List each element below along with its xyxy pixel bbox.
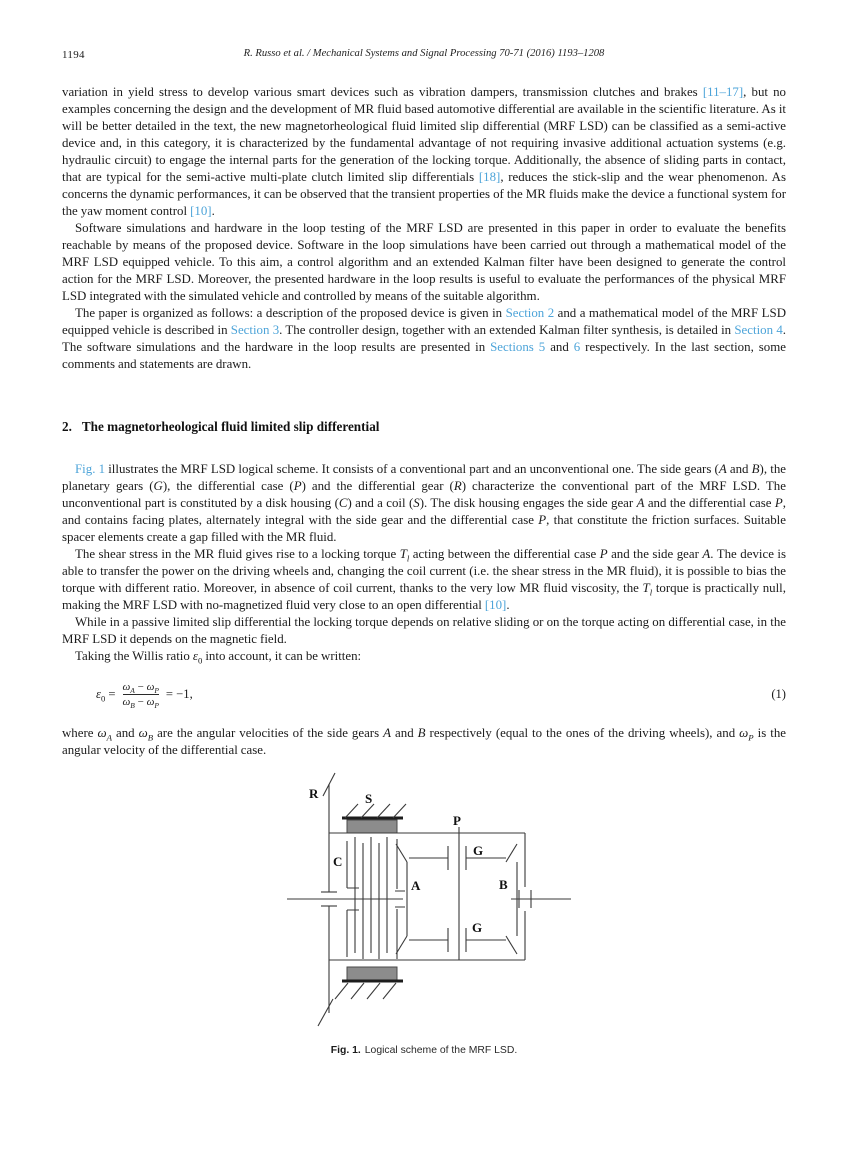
fraction-numerator: $\omega_A - \omega_P$ xyxy=(122,681,159,696)
equation-1 xyxy=(96,680,786,710)
figure-label-G-bottom: G xyxy=(472,919,483,935)
schematic-labels xyxy=(309,786,508,935)
figure-label-C: C xyxy=(333,853,343,869)
section-number: 2. xyxy=(62,419,72,434)
section-paragraph-2: The shear stress in the MR fluid gives rise to a locking torque $T_l$ acting between the differential case P and the side gear A. The device is able to transfer the power on the driving wheels and, changing the coil current (i.e. the shear stress in the MR fluid), it is possible to bias the torque with different ratio. Moreover, in absence of coil current, thanks to the very low MR fluid viscosity, the $T_l$ torque is practically null, making the MRF LSD with no-magnetized fluid very close to an open differential [10]. xyxy=(62,547,787,612)
equation-fraction xyxy=(123,680,159,710)
figure-label-B: B xyxy=(499,876,508,892)
citation-link[interactable]: [10] xyxy=(190,204,212,218)
section-paragraph-3: While in a passive limited slip differential the locking torque depends on relative sliding or on the torque acting on differential case, in the MRF LSD it depends on the magnetic field. xyxy=(62,615,786,646)
citation-link[interactable]: Section 2 xyxy=(505,306,555,320)
equation-number: (1) xyxy=(771,687,786,702)
figure-1 xyxy=(62,767,786,1056)
figure-label-S: S xyxy=(365,790,373,806)
citation-link[interactable]: 6 xyxy=(573,340,581,354)
figure-caption-text: Logical scheme of the MRF LSD. xyxy=(364,1044,518,1056)
intro-paragraph-3: The paper is organized as follows: a description of the proposed device is given in Section 2 and a mathematical model of the MRF LSD equipped vehicle is described in Section 3. The controller design, together with an extended Kalman filter synthesis, is detailed in Section 4. The software simulations and the hardware in the loop results are presented in Sections 5 and 6 respectively. In the last section, some comments and statements are drawn. xyxy=(62,306,787,371)
citation-link[interactable]: [11–17] xyxy=(702,85,744,99)
citation-link[interactable]: Section 4 xyxy=(734,323,783,337)
section-paragraph-1: Fig. 1 illustrates the MRF LSD logical scheme. It consists of a conventional part and an unconventional one. The side gears (A and B), the planetary gears (G), the differential case (P) and the differential gear (R) characterize the conventional part of the MRF LSD. The unconventional part is constituted by a disk housing (C) and a coil (S). The disk housing engages the side gear A and the differential case P, and contains facing plates, alternately integral with the side gear and the differential case P, that constitute the friction surfaces. Suitable spacer elements create a gap filled with the MR fluid. xyxy=(62,462,787,544)
equation-lhs: $\varepsilon_0$ = xyxy=(96,687,116,704)
citation-link[interactable]: [18] xyxy=(478,170,501,184)
fraction-denominator: $\omega_B - \omega_P$ xyxy=(122,696,159,711)
intro-paragraph-1: variation in yield stress to develop various smart devices such as vibration dampers, transmission clutches and brakes [11–17], but no examples concerning the design and the development of MR fluid based automotive differential are available in the scientific literature. As it will be better detailed in the text, the new magnetorheological fluid limited slip differential (MRF LSD) can be classified as a semi-active device and, in this category, it is characterized by the fundamental advantage of not requiring invasive additional actuation systems (e.g. hydraulic circuit) to engage the internal parts for the generation of the locking torque. Additionally, the absence of sliding parts in contact, that are typical for the semi-active multi-plate clutch limited slip differentials [18], reduces the stick-slip and the wear phenomenon. As concerns the dynamic performances, it can be observed that the transient properties of the MR fluids make the device a functional system for the yaw moment control [10]. xyxy=(62,85,787,218)
citation-link[interactable]: Sections 5 xyxy=(490,340,546,354)
running-head: R. Russo et al. / Mechanical Systems and Signal Processing 70-71 (2016) 1193–1208 xyxy=(243,48,605,59)
figure-label-R: R xyxy=(309,785,319,801)
figure-label-A: A xyxy=(411,877,421,893)
mrf-lsd-schematic xyxy=(285,767,575,1039)
figure-caption xyxy=(62,1044,786,1056)
figure-caption-label: Fig. 1. xyxy=(330,1044,361,1056)
page-header xyxy=(62,48,786,64)
page-number: 1194 xyxy=(62,49,85,61)
citation-link[interactable]: [10] xyxy=(484,598,507,612)
section-paragraph-4: Taking the Willis ratio $\varepsilon_0$ into account, it can be written: xyxy=(75,649,362,666)
section-heading xyxy=(62,419,786,435)
figure-label-G-top: G xyxy=(473,842,484,858)
figure-label-P: P xyxy=(453,812,461,828)
citation-link[interactable]: Fig. 1 xyxy=(75,462,106,476)
equation-rhs: = −1, xyxy=(165,687,193,702)
section-title: The magnetorheological fluid limited slip differential xyxy=(81,419,380,434)
intro-paragraph-2: Software simulations and hardware in the loop testing of the MRF LSD are presented in this paper in order to evaluate the benefits reachable by means of the proposed device. Software in the loop simulations have been carried out through a mathematical model of the MRF LSD equipped vehicle. To this aim, a control algorithm and an extended Kalman filter have been designed to generate the control action for the MRF LSD. Moreover, the presented hardware in the loop results is useful to evaluate the performances of the physical MRF LSD integrated with the simulated vehicle and controlled by means of the suitable algorithm. xyxy=(62,221,786,303)
where-paragraph: where $\omega_A$ and $\omega_B$ are the angular velocities of the side gears A and B respectively (equal to the ones of the driving wheels), and $\omega_P$ is the angular velocity of the differential case. xyxy=(62,725,786,757)
citation-link[interactable]: Section 3 xyxy=(230,323,280,337)
schematic-lines xyxy=(287,773,571,1026)
